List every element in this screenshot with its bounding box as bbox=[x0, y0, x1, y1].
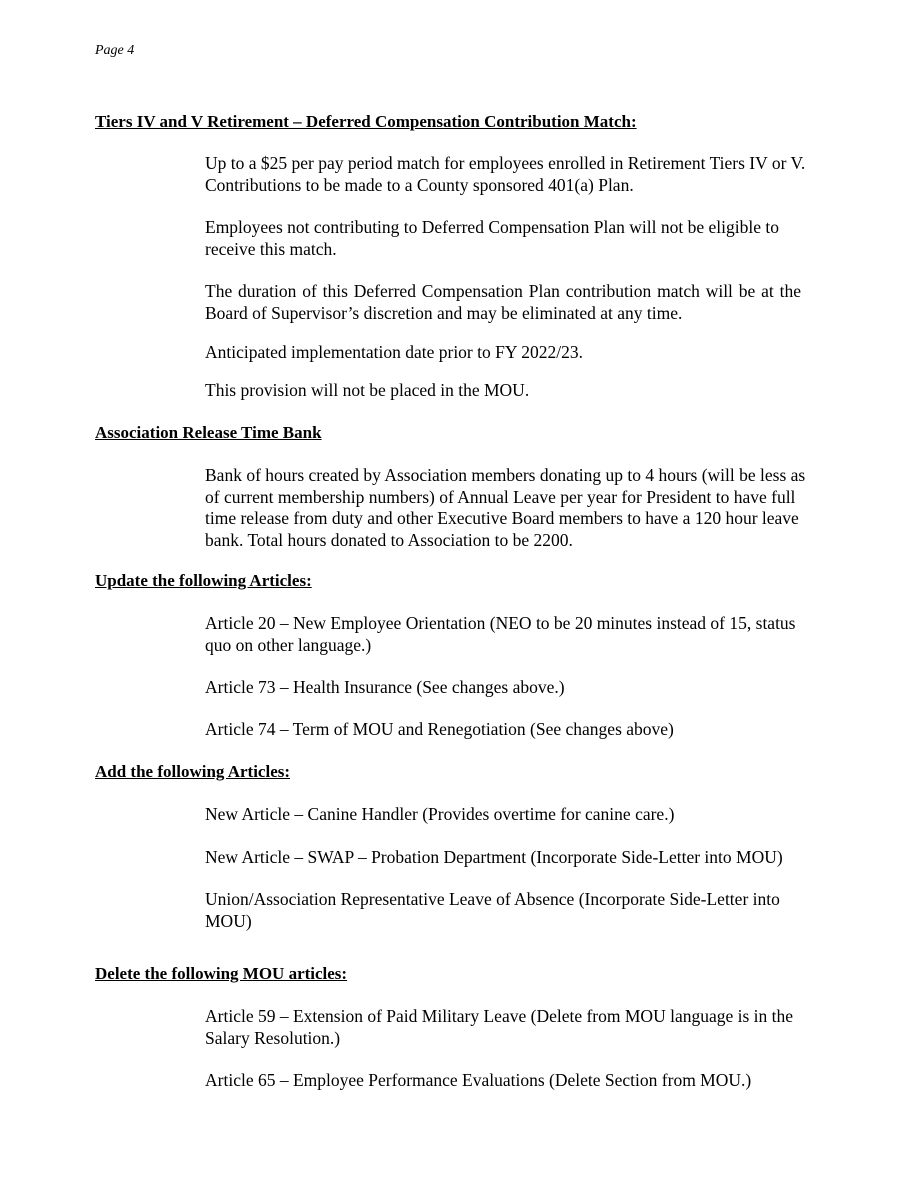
article-65-item: Article 65 – Employee Performance Evaluations (Delete Section from MOU.) bbox=[205, 1070, 752, 1090]
new-article-union-leave: Union/Association Representative Leave of Absence (Incorporate Side-Letter into MOU) bbox=[205, 889, 780, 931]
section-heading-add-articles: Add the following Articles: bbox=[95, 762, 291, 781]
article-20-item: Article 20 – New Employee Orientation (NEO to be 20 minutes instead of 15, status quo on other language.) bbox=[205, 613, 796, 655]
paragraph-duration: The duration of this Deferred Compensation Plan contribution match will be at the Board of Supervisor’s discretion and may be eliminated at any time. bbox=[205, 281, 801, 323]
page-number: Page 4 bbox=[95, 43, 135, 58]
paragraph-mou-note: This provision will not be placed in the MOU. bbox=[205, 380, 530, 400]
section-heading-delete-articles: Delete the following MOU articles: bbox=[95, 964, 348, 983]
paragraph-eligibility: Employees not contributing to Deferred Compensation Plan will not be eligible to receive this match. bbox=[205, 217, 779, 259]
article-74-item: Article 74 – Term of MOU and Renegotiation (See changes above) bbox=[205, 719, 674, 739]
section-heading-release-time-bank: Association Release Time Bank bbox=[95, 423, 322, 442]
paragraph-release-bank: Bank of hours created by Association members donating up to 4 hours (will be less as of current membership numbers) of Annual Leave per year for President to have full time release from duty and other Executive Board members to have a 120 hour leave bank. Total hours donated to Association to be 2200. bbox=[205, 465, 806, 550]
section-heading-deferred-comp: Tiers IV and V Retirement – Deferred Compensation Contribution Match: bbox=[95, 112, 637, 131]
new-article-canine-handler: New Article – Canine Handler (Provides overtime for canine care.) bbox=[205, 804, 675, 824]
new-article-swap: New Article – SWAP – Probation Department (Incorporate Side-Letter into MOU) bbox=[205, 847, 783, 867]
article-73-item: Article 73 – Health Insurance (See changes above.) bbox=[205, 677, 565, 697]
article-59-item: Article 59 – Extension of Paid Military Leave (Delete from MOU language is in the Salary Resolution.) bbox=[205, 1006, 794, 1048]
paragraph-match-amount: Up to a $25 per pay period match for employees enrolled in Retirement Tiers IV or V. Contributions to be made to a County sponsored 401(a) Plan. bbox=[205, 153, 806, 195]
paragraph-implementation-date: Anticipated implementation date prior to FY 2022/23. bbox=[205, 342, 583, 362]
section-heading-update-articles: Update the following Articles: bbox=[95, 571, 312, 590]
